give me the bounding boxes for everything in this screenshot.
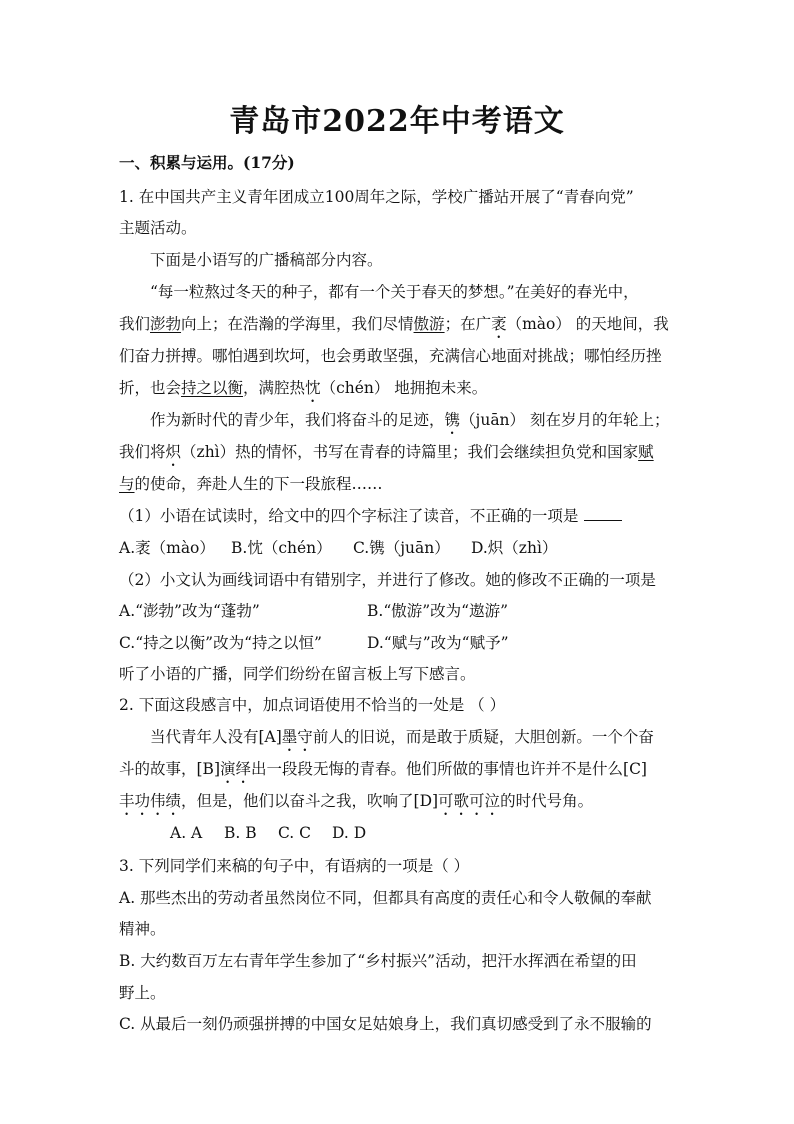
option-d: D. D [332,824,367,842]
passage-p2-line1 [150,409,669,438]
underlined-word-aoyou: 傲游 [413,315,445,333]
option-d: D.“赋与”改为“赋予” [367,634,509,652]
text-segment: （1）小语在试读时，给文中的四个字标注了读音，不正确的一项是 [119,507,579,525]
dotted-word-a: 墨守 [281,728,313,746]
section-heading: 一、积累与运用。(17分) [119,153,295,172]
q1-lead: 下面是小语写的广播稿部分内容。 [150,251,383,269]
q2-stem: 2. 下面这段感言中，加点词语使用不恰当的一处是 （ ） [119,696,506,714]
dotted-char-mao: 袤 [491,315,507,333]
text-segment: 斗的故事，[B] [119,760,220,778]
text-segment: 向上；在浩瀚的学海里，我们尽情 [181,315,414,333]
option-d: D.炽（zhì） [471,539,558,557]
q3-option-a-line2: 精神。 [119,920,166,938]
dotted-word-c: 丰功伟绩 [119,792,182,810]
option-a: A.袤（mào） [119,539,215,557]
text-segment: 前人的旧说，而是敢于质疑，大胆创新。一个个奋 [312,728,654,746]
option-a: A.“澎勃”改为“蓬勃” [119,602,260,620]
text-segment: ，满腔热 [243,379,306,397]
text-segment: 折，也会 [119,379,182,397]
sub-question-2-options-row1 [119,600,508,622]
sub-question-1-options [119,537,557,559]
sub-question-2-options-row2 [119,632,509,654]
text-segment: 的使命，奔赴人生的下一段旅程…… [134,475,383,493]
option-a: A. A [170,824,203,842]
underlined-word-fuyu-part2: 与 [119,475,135,493]
passage-p1-line4 [119,377,487,406]
q2-passage-line3 [119,790,593,819]
passage-p1-line1: “每一粒熬过冬天的种子，都有一个关于春天的梦想。”在美好的春光中， [150,283,639,301]
q2-passage-line2 [119,758,647,787]
underlined-word-chizhiyiheng: 持之以衡 [181,379,244,397]
underlined-word-fuyu-part1: 赋 [638,443,654,461]
sub-question-2: （2）小文认为画线词语中有错别字，并进行了修改。她的修改不正确的一项是 [119,571,656,589]
answer-blank [584,506,622,521]
text-segment: 当代青年人没有[A] [150,728,282,746]
text-segment: （mào） 的天地间，我 [506,315,669,333]
passage-p1-line3: 们奋力拼搏。哪怕遇到坎坷，也会勇敢坚强，充满信心地面对挑战；哪怕经历挫 [119,347,662,365]
text-segment: 作为新时代的青少年，我们将奋斗的足迹， [150,411,445,429]
text-segment: （zhì）热的情怀，书写在青春的诗篇里；我们会继续担负党和国家 [181,443,639,461]
q3-option-a-line1: A. 那些杰出的劳动者虽然岗位不同，但都具有高度的责任心和令人敬佩的奉献 [119,889,652,907]
option-b: B. B [224,824,257,842]
q1-outro: 听了小语的广播，同学们纷纷在留言板上写下感言。 [119,665,476,683]
dotted-char-juan: 镌 [444,411,461,429]
option-c: C.镌（juān） [353,539,450,557]
q3-option-c-line1: C. 从最后一刻仍顽强拼搏的中国女足姑娘身上，我们真切感受到了永不服输的 [119,1015,652,1033]
passage-p2-line3 [119,473,383,495]
dotted-char-chen: 忱 [305,379,321,397]
option-c: C.“持之以衡”改为“持之以恒” [119,634,322,652]
passage-p1-line2 [119,313,669,342]
q1-intro-line2: 主题活动。 [119,219,197,237]
q3-stem: 3. 下列同学们来稿的句子中，有语病的一项是（ ） [119,857,470,875]
page-title: 青岛市2022年中考语文 [229,104,565,139]
option-b: B.“傲游”改为“遨游” [367,602,509,620]
option-b: B.忱（chén） [231,539,332,557]
passage-p2-line2 [119,441,654,470]
text-segment: 的时代号角。 [500,792,594,810]
text-segment: 出一段段无悔的青春。他们所做的事情也许并不是什么[C] [251,760,647,778]
q3-option-b-line2: 野上。 [119,984,166,1002]
text-segment: 我们将 [119,443,166,461]
dotted-word-b: 演绎 [220,760,252,778]
text-segment: （juān） 刻在岁月的年轮上； [460,411,670,429]
underlined-word-pengbo: 澎勃 [150,315,182,333]
sub-question-1 [119,505,622,527]
q1-intro-line1: 1. 在中国共产主义青年团成立100周年之际，学校广播站开展了“青春向党” [119,188,634,206]
text-segment: ，但是，他们以奋斗之我，吹响了[D] [181,792,439,810]
q2-options [170,822,366,844]
q2-passage-line1 [150,726,654,755]
text-segment: （chén） 地拥抱未来。 [320,379,488,397]
text-segment: ；在广 [444,315,492,333]
text-segment: 我们 [119,315,151,333]
option-c: C. C [278,824,312,842]
dotted-char-zhi: 炽 [165,443,182,461]
dotted-word-d: 可歌可泣 [438,792,501,810]
q3-option-b-line1: B. 大约数百万左右青年学生参加了“乡村振兴”活动，把汗水挥洒在希望的田 [119,952,637,970]
